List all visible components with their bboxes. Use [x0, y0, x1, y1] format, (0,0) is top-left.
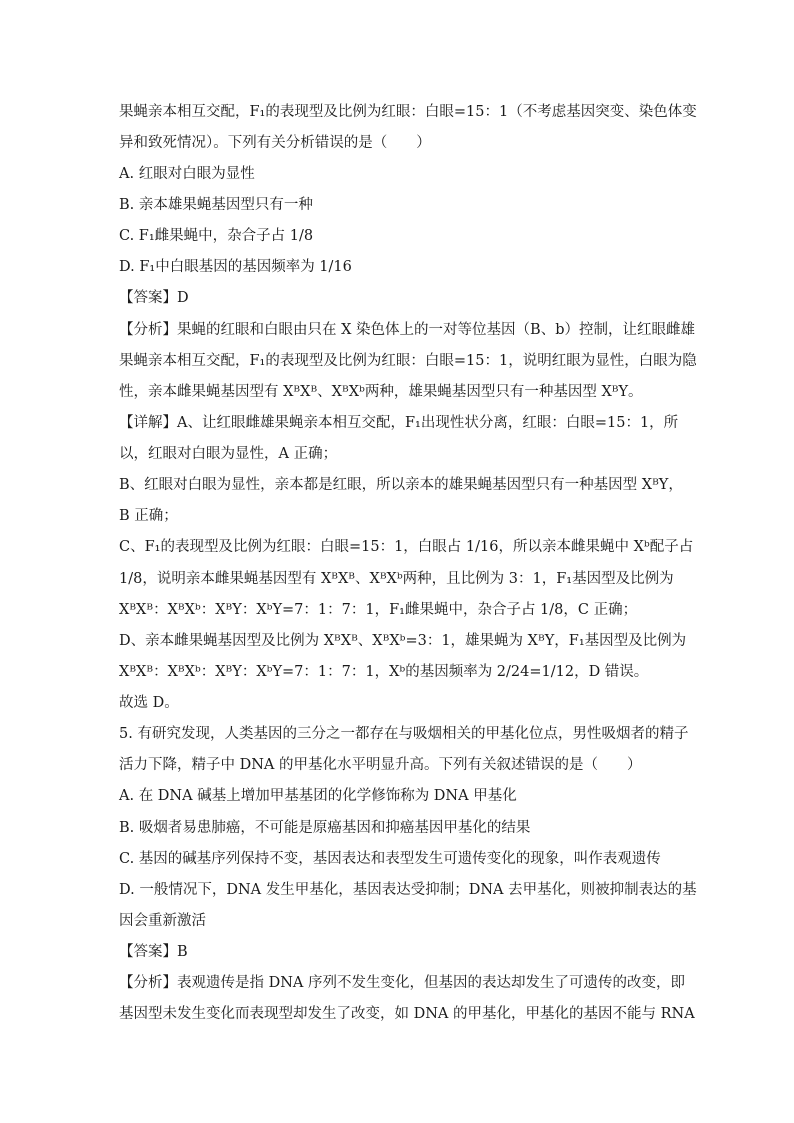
text-line: 果蝇亲本相互交配，F₁的表现型及比例为红眼：白眼=15：1，说明红眼为显性，白眼为隐 — [119, 353, 697, 369]
text-line: 【分析】果蝇的红眼和白眼由只在 X 染色体上的一对等位基因（B、b）控制，让红眼雌雄 — [119, 322, 695, 338]
text-line: 5. 有研究发现，人类基因的三分之一都存在与吸烟相关的甲基化位点，男性吸烟者的精子 — [119, 726, 689, 742]
text-line: 【答案】D — [119, 290, 189, 306]
text-line: D. F₁中白眼基因的基因频率为 1/16 — [119, 259, 352, 275]
text-line: D、亲本雌果蝇基因型及比例为 XᴮXᴮ、XᴮXᵇ=3：1，雄果蝇为 XᴮY，F₁基因型及比例为 — [119, 633, 687, 649]
text-line: 【分析】表观遗传是指 DNA 序列不发生变化，但基因的表达却发生了可遗传的改变，即 — [119, 975, 685, 991]
text-line: 基因型未发生变化而表现型却发生了改变，如 DNA 的甲基化，甲基化的基因不能与 RNA — [119, 1006, 695, 1022]
text-line: 性，亲本雌果蝇基因型有 XᴮXᴮ、XᴮXᵇ两种，雄果蝇基因型只有一种基因型 XᴮY。 — [119, 384, 643, 400]
text-line: B. 吸烟者易患肺癌，不可能是原癌基因和抑癌基因甲基化的结果 — [119, 820, 531, 836]
text-line: 以，红眼对白眼为显性，A 正确； — [119, 446, 338, 462]
text-line: XᴮXᴮ：XᴮXᵇ：XᴮY：XᵇY=7：1：7：1，F₁雌果蝇中，杂合子占 1/8，C 正确； — [119, 602, 638, 618]
text-line: 故选 D。 — [119, 695, 179, 711]
text-line: A. 红眼对白眼为显性 — [119, 166, 255, 182]
text-line: B. 亲本雄果蝇基因型只有一种 — [119, 197, 313, 213]
text-line: C. F₁雌果蝇中，杂合子占 1/8 — [119, 228, 314, 244]
text-line: C、F₁的表现型及比例为红眼：白眼=15：1，白眼占 1/16，所以亲本雌果蝇中 Xᵇ配子占 — [119, 539, 694, 555]
text-line: C. 基因的碱基序列保持不变，基因表达和表型发生可遗传变化的现象，叫作表观遗传 — [119, 851, 661, 867]
text-line: 因会重新激活 — [119, 913, 206, 929]
text-line: 异和致死情况）。下列有关分析错误的是（ ） — [119, 135, 431, 151]
text-line: D. 一般情况下，DNA 发生甲基化，基因表达受抑制；DNA 去甲基化，则被抑制表达的基 — [119, 882, 697, 898]
text-line: 【详解】A、让红眼雌雄果蝇亲本相互交配，F₁出现性状分离，红眼：白眼=15：1，所 — [119, 415, 679, 431]
text-line: B、红眼对白眼为显性，亲本都是红眼，所以亲本的雄果蝇基因型只有一种基因型 XᴮY， — [119, 477, 683, 493]
text-line: XᴮXᴮ：XᴮXᵇ：XᴮY：XᵇY=7：1：7：1，Xᵇ的基因频率为 2/24=1/12，D 错误。 — [119, 664, 649, 680]
text-line: 果蝇亲本相互交配，F₁的表现型及比例为红眼：白眼=15：1（不考虑基因突变、染色体变 — [119, 104, 697, 120]
text-line: B 正确； — [119, 508, 178, 524]
text-line: 【答案】B — [119, 944, 188, 960]
text-line: 1/8，说明亲本雌果蝇基因型有 XᴮXᴮ、XᴮXᵇ两种，且比例为 3：1，F₁基因型及比例为 — [119, 571, 674, 587]
text-line: A. 在 DNA 碱基上增加甲基基团的化学修饰称为 DNA 甲基化 — [119, 788, 517, 804]
text-line: 活力下降，精子中 DNA 的甲基化水平明显升高。下列有关叙述错误的是（ ） — [119, 757, 642, 773]
